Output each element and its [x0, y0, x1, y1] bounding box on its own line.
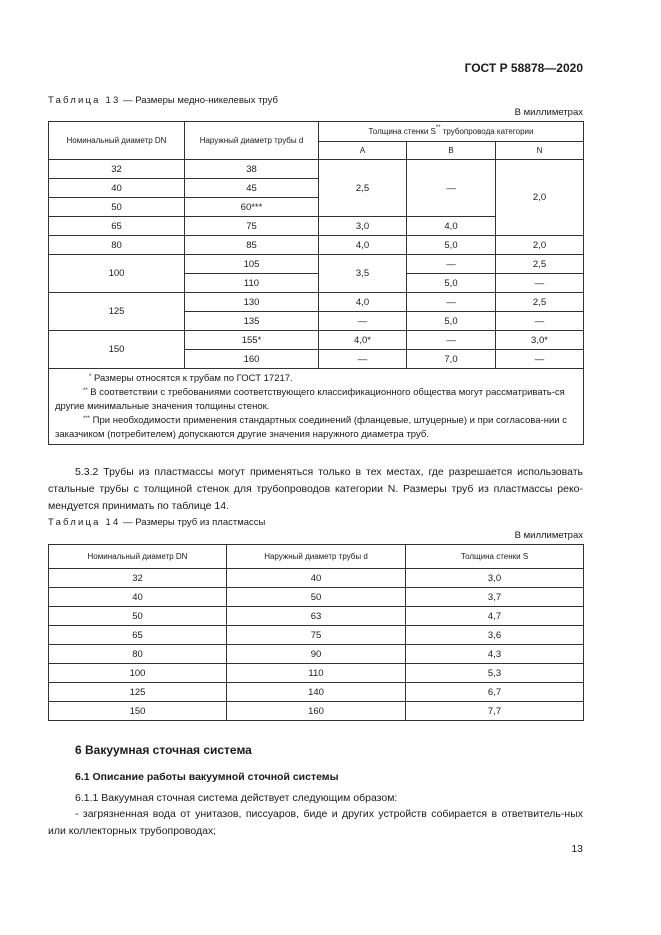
table-cell: 4,0	[407, 217, 496, 236]
table-cell: 4,3	[406, 645, 584, 664]
table-cell: 135	[185, 312, 319, 331]
table-cell: 40	[227, 569, 406, 588]
table-cell: —	[407, 160, 496, 217]
table-cell: —	[407, 293, 496, 312]
col-header-d: Наружный диаметр трубы d	[227, 545, 406, 569]
table-cell: 32	[49, 569, 227, 588]
note-1-mark: *	[89, 374, 92, 380]
section-6-heading: 6 Вакуумная сточная система	[75, 743, 252, 757]
table-cell: 63	[227, 607, 406, 626]
table-cell: 3,5	[319, 255, 407, 293]
table-13-caption	[48, 95, 278, 106]
col-header-dn: Номинальный диаметр DN	[49, 545, 227, 569]
bullet-item: - загрязненная вода от унитазов, писсуаров, биде и других устройств собирается в ответвитель-ных или коллекторных трубопроводах;	[48, 808, 583, 837]
table-row	[49, 702, 584, 721]
table-cell: 125	[49, 293, 185, 331]
table-row	[49, 626, 584, 645]
col-header-cat-a: A	[319, 142, 407, 160]
table-cell: 5,3	[406, 664, 584, 683]
table-row	[49, 645, 584, 664]
table-cell: 2,0	[496, 160, 584, 236]
col-header-cat-b: B	[407, 142, 496, 160]
paragraph-5-3-2: 5.3.2 Трубы из пластмассы могут применяться только в тех местах, где разрешается использовать стальные трубы с толщиной стенок для трубопроводов категории N. Размеры труб из пластмассы реко-мендуется принимать по таблице 14.	[48, 466, 583, 512]
table-row	[49, 331, 584, 350]
table-cell: 155*	[185, 331, 319, 350]
table-13-unit: В миллиметрах	[514, 107, 583, 118]
col-header-s: Толщина стенки S	[406, 545, 584, 569]
table-cell: 110	[185, 274, 319, 293]
table-row	[49, 160, 584, 179]
table-cell: 80	[49, 236, 185, 255]
table-cell: 2,5	[496, 255, 584, 274]
note-3-text: При необходимости применения стандартных соединений (фланцевые, штуцерные) и при согласова-нии с заказчиком (потребителем) допускаются другие значения наружного диаметра труб.	[55, 415, 567, 440]
table-cell: 4,7	[406, 607, 584, 626]
table-14-caption-label: Таблица 14	[48, 517, 121, 528]
table-14-caption-title: — Размеры труб из пластмассы	[120, 517, 266, 528]
table-cell: 32	[49, 160, 185, 179]
table-cell: 100	[49, 255, 185, 293]
table-cell: 110	[227, 664, 406, 683]
table-cell: 75	[227, 626, 406, 645]
table-cell: —	[496, 312, 584, 331]
table-cell: —	[496, 274, 584, 293]
table-cell: 3,0	[319, 217, 407, 236]
table-cell: —	[407, 331, 496, 350]
note-1	[55, 372, 579, 386]
table-cell: 150	[49, 331, 185, 369]
table-cell: —	[407, 255, 496, 274]
table-notes	[49, 369, 584, 445]
table-cell: 7,0	[407, 350, 496, 369]
document-header: ГОСТ Р 58878—2020	[464, 61, 583, 75]
table-cell: 100	[49, 664, 227, 683]
note-3	[55, 414, 579, 442]
table-row	[49, 607, 584, 626]
table-row	[49, 236, 584, 255]
table-cell: 85	[185, 236, 319, 255]
table-cell: 3,0*	[496, 331, 584, 350]
table-row	[49, 588, 584, 607]
table-cell: 45	[185, 179, 319, 198]
table-notes-row	[49, 369, 584, 445]
table-cell: 38	[185, 160, 319, 179]
table-cell: 60***	[185, 198, 319, 217]
table-row	[49, 255, 584, 274]
col-header-cat-n: N	[496, 142, 584, 160]
table-cell: 3,7	[406, 588, 584, 607]
note-2-text: В соответствии с требованиями соответствующего классификационного общества могут рассматривать-ся другие минимальные значения толщины стенок.	[55, 387, 565, 412]
table-cell: 5,0	[407, 312, 496, 331]
table-cell: 65	[49, 626, 227, 645]
note-3-mark: ***	[83, 416, 91, 422]
table-cell: 5,0	[407, 236, 496, 255]
table-row	[49, 569, 584, 588]
table-cell: 5,0	[407, 274, 496, 293]
table-cell: 150	[49, 702, 227, 721]
table-cell: 50	[49, 198, 185, 217]
table-cell: 2,5	[496, 293, 584, 312]
note-2	[55, 386, 579, 414]
table-cell: 130	[185, 293, 319, 312]
table-cell: 40	[49, 179, 185, 198]
table-cell: —	[496, 350, 584, 369]
table-cell: 4,0*	[319, 331, 407, 350]
table-cell: 2,5	[319, 160, 407, 217]
table-cell: 3,0	[406, 569, 584, 588]
table-14-caption	[48, 517, 265, 528]
table-cell: 40	[49, 588, 227, 607]
section-6-1-heading: 6.1 Описание работы вакуумной сточной системы	[75, 771, 339, 783]
table-cell: —	[319, 350, 407, 369]
table-cell: 65	[49, 217, 185, 236]
table-cell: 50	[49, 607, 227, 626]
col-header-s-rest: трубопровода категории	[440, 127, 534, 136]
table-cell: 105	[185, 255, 319, 274]
table-cell: 50	[227, 588, 406, 607]
table-cell: 75	[185, 217, 319, 236]
col-header-s	[319, 122, 584, 142]
table-cell: —	[319, 312, 407, 331]
table-cell: 90	[227, 645, 406, 664]
table-cell: 160	[185, 350, 319, 369]
table-13	[48, 121, 584, 445]
note-2-mark: **	[83, 388, 88, 394]
table-cell: 2,0	[496, 236, 584, 255]
col-header-dn: Номинальный диаметр DN	[49, 122, 185, 160]
table-cell: 160	[227, 702, 406, 721]
table-14-unit: В миллиметрах	[514, 530, 583, 541]
col-header-s-mark: **	[435, 125, 441, 131]
table-13-caption-label: Таблица 13	[48, 95, 121, 106]
table-cell: 125	[49, 683, 227, 702]
table-cell: 6,7	[406, 683, 584, 702]
table-cell: 140	[227, 683, 406, 702]
col-header-s-text: Толщина стенки S	[368, 127, 436, 136]
table-14	[48, 544, 584, 721]
table-row	[49, 293, 584, 312]
table-row	[49, 683, 584, 702]
note-1-text: Размеры относятся к трубам по ГОСТ 17217.	[91, 373, 293, 384]
table-cell: 3,6	[406, 626, 584, 645]
table-cell: 4,0	[319, 293, 407, 312]
table-13-caption-title: — Размеры медно-никелевых труб	[120, 95, 278, 106]
table-row	[49, 664, 584, 683]
table-cell: 80	[49, 645, 227, 664]
table-cell: 7,7	[406, 702, 584, 721]
paragraph-6-1-1: 6.1.1 Вакуумная сточная система действует следующим образом:	[75, 792, 398, 804]
page-number: 13	[571, 843, 583, 855]
table-cell: 4,0	[319, 236, 407, 255]
col-header-d: Наружный диаметр трубы d	[185, 122, 319, 160]
